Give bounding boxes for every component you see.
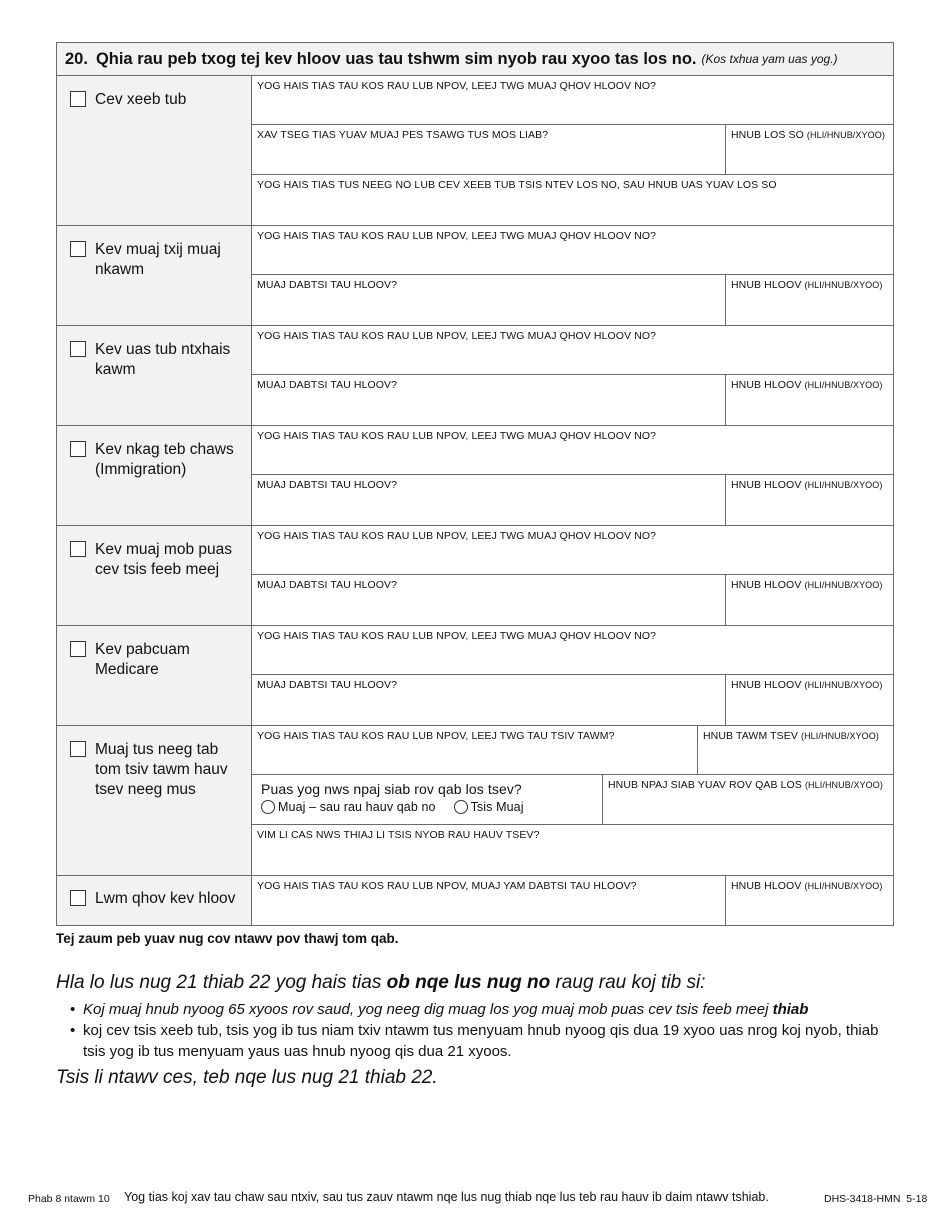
section-moved-out bbox=[57, 726, 893, 876]
other-date-field[interactable] bbox=[725, 876, 893, 925]
return-question-cell bbox=[252, 775, 602, 824]
marriage-what-field[interactable]: MUAJ DABTSI TAU HLOOV? bbox=[257, 279, 398, 291]
question-header bbox=[57, 43, 893, 76]
disability-date-field[interactable] bbox=[725, 575, 893, 625]
footer-form-number: DHS-3418-HMN bbox=[824, 1193, 901, 1205]
return-date-field[interactable] bbox=[602, 775, 893, 824]
proof-note: Tej zaum peb yuav nug cov ntawv pov thawj tom qab. bbox=[56, 931, 399, 946]
student-label: Kev uas tub ntxhais kawm bbox=[95, 341, 231, 378]
medicare-what-field[interactable]: MUAJ DABTSI TAU HLOOV? bbox=[257, 679, 398, 691]
marriage-checkbox[interactable] bbox=[70, 241, 86, 257]
bullet-1: • Koj muaj hnub nyoog 65 xyoos rov saud, yog neeg dig muag los yog muaj mob puas cev tsis feeb meej thiab bbox=[70, 1001, 809, 1018]
footer-form bbox=[824, 1193, 927, 1205]
moved-out-checkbox[interactable] bbox=[70, 741, 86, 757]
section-other bbox=[57, 876, 893, 925]
disability-date-format: (HLI/HNUB/XYOO) bbox=[804, 580, 883, 590]
immigration-who-field[interactable]: YOG HAIS TIAS TAU KOS RAU LUB NPOV, LEEJ TWG MUAJ QHOV HLOOV NO? bbox=[257, 430, 657, 442]
other-date-format: (HLI/HNUB/XYOO) bbox=[804, 881, 883, 891]
return-question: Puas yog nws npaj siab rov qab los tsev? bbox=[261, 781, 522, 797]
disability-date-label: HNUB HLOOV bbox=[731, 579, 802, 591]
return-date-label: HNUB NPAJ SIAB YUAV ROV QAB LOS bbox=[608, 779, 802, 791]
marriage-who-field[interactable]: YOG HAIS TIAS TAU KOS RAU LUB NPOV, LEEJ TWG MUAJ QHOV HLOOV NO? bbox=[257, 230, 657, 242]
other-what-field[interactable]: YOG HAIS TIAS TAU KOS RAU LUB NPOV, MUAJ YAM DABTSI TAU HLOOV? bbox=[257, 880, 637, 892]
return-no-label: Tsis Muaj bbox=[470, 800, 524, 814]
medicare-who-field[interactable]: YOG HAIS TIAS TAU KOS RAU LUB NPOV, LEEJ TWG MUAJ QHOV HLOOV NO? bbox=[257, 630, 657, 642]
immigration-date-field[interactable] bbox=[725, 475, 893, 525]
medicare-date-label: HNUB HLOOV bbox=[731, 679, 802, 691]
immigration-date-label: HNUB HLOOV bbox=[731, 479, 802, 491]
student-what-field[interactable]: MUAJ DABTSI TAU HLOOV? bbox=[257, 379, 398, 391]
moved-out-label: Muaj tus neeg tab tom tsiv tawm hauv tsev neeg mus bbox=[95, 741, 228, 798]
immigration-label: Kev nkag teb chaws (Immigration) bbox=[95, 441, 234, 478]
student-date-format: (HLI/HNUB/XYOO) bbox=[804, 380, 883, 390]
footer-page: Phab 8 ntawm 10 bbox=[28, 1193, 110, 1205]
marriage-label: Kev muaj txij muaj nkawm bbox=[95, 241, 221, 278]
medicare-date-format: (HLI/HNUB/XYOO) bbox=[804, 680, 883, 690]
skip-heading-pre: Hla lo lus nug 21 thiab 22 yog hais tias bbox=[56, 972, 387, 993]
pregnancy-label: Cev xeeb tub bbox=[95, 91, 187, 108]
section-immigration bbox=[57, 426, 893, 526]
section-medicare bbox=[57, 626, 893, 726]
pregnancy-checkbox[interactable] bbox=[70, 91, 86, 107]
student-who-field[interactable]: YOG HAIS TIAS TAU KOS RAU LUB NPOV, LEEJ TWG MUAJ QHOV HLOOV NO? bbox=[257, 330, 657, 342]
move-date-format: (HLI/HNUB/XYOO) bbox=[800, 731, 879, 741]
other-label: Lwm qhov kev hloov bbox=[95, 890, 236, 907]
skip-heading bbox=[56, 972, 705, 994]
marriage-date-field[interactable] bbox=[725, 275, 893, 325]
pregnancy-ended-field[interactable]: YOG HAIS TIAS TUS NEEG NO LUB CEV XEEB TUB TSIS NTEV LOS NO, SAU HNUB UAS YUAV LOS SO bbox=[257, 179, 777, 191]
medicare-checkbox[interactable] bbox=[70, 641, 86, 657]
section-disability bbox=[57, 526, 893, 626]
disability-checkbox[interactable] bbox=[70, 541, 86, 557]
disability-what-field[interactable]: MUAJ DABTSI TAU HLOOV? bbox=[257, 579, 398, 591]
changes-form bbox=[56, 42, 894, 926]
other-date-label: HNUB HLOOV bbox=[731, 880, 802, 892]
bullet-1-text: Koj muaj hnub nyoog 65 xyoos rov saud, yog neeg dig muag los yog muaj mob puas cev tsis feeb meej bbox=[83, 1001, 773, 1018]
section-student bbox=[57, 326, 893, 426]
question-text: Qhia rau peb txog tej kev hloov uas tau tshwm sim nyob rau xyoo tas los no. bbox=[95, 49, 697, 68]
student-checkbox[interactable] bbox=[70, 341, 86, 357]
marriage-date-label: HNUB HLOOV bbox=[731, 279, 802, 291]
move-date-label: HNUB TAWM TSEV bbox=[703, 730, 798, 742]
return-date-format: (HLI/HNUB/XYOO) bbox=[804, 780, 883, 790]
move-date-field[interactable] bbox=[697, 726, 893, 774]
question-note: (Kos txhua yam uas yog.) bbox=[701, 52, 838, 66]
section-pregnancy bbox=[57, 76, 893, 226]
student-date-field[interactable] bbox=[725, 375, 893, 425]
skip-heading-post: raug rau koj tib si: bbox=[550, 972, 706, 993]
moved-who-field[interactable]: YOG HAIS TIAS TAU KOS RAU LUB NPOV, LEEJ TWG TAU TSIV TAWM? bbox=[257, 730, 615, 742]
medicare-date-field[interactable] bbox=[725, 675, 893, 725]
disability-who-field[interactable]: YOG HAIS TIAS TAU KOS RAU LUB NPOV, LEEJ TWG MUAJ QHOV HLOOV NO? bbox=[257, 530, 657, 542]
otherwise-heading: Tsis li ntawv ces, teb nqe lus nug 21 thiab 22. bbox=[56, 1067, 438, 1088]
pregnancy-label-cell bbox=[57, 76, 252, 225]
reason-field[interactable]: VIM LI CAS NWS THIAJ LI TSIS NYOB RAU HAUV TSEV? bbox=[257, 829, 540, 841]
bullet-1-bold: thiab bbox=[772, 1001, 809, 1018]
immigration-date-format: (HLI/HNUB/XYOO) bbox=[804, 480, 883, 490]
marriage-date-format: (HLI/HNUB/XYOO) bbox=[804, 280, 883, 290]
student-date-label: HNUB HLOOV bbox=[731, 379, 802, 391]
bullet-2-text: koj cev tsis xeeb tub, tsis yog ib tus niam txiv ntawm tus menyuam hnub nyoog qis dua 19 xyoo uas nrog koj nyob, thiab tsis yog ib tus menyuam yaus uas hnub nyoog qis dua 21 xyoos. bbox=[83, 1022, 879, 1060]
disability-label: Kev muaj mob puas cev tsis feeb meej bbox=[95, 541, 232, 578]
pregnancy-who-row[interactable] bbox=[252, 76, 893, 125]
pregnancy-who-field[interactable]: YOG HAIS TIAS TAU KOS RAU LUB NPOV, LEEJ TWG MUAJ QHOV HLOOV NO? bbox=[257, 80, 657, 92]
section-marriage bbox=[57, 226, 893, 326]
return-yes-label: Muaj – sau rau hauv qab no bbox=[278, 800, 436, 814]
other-checkbox[interactable] bbox=[70, 890, 86, 906]
return-yes-radio[interactable] bbox=[261, 800, 275, 814]
due-date-label: HNUB LOS SO bbox=[731, 129, 804, 141]
return-no-radio[interactable] bbox=[454, 800, 468, 814]
immigration-what-field[interactable]: MUAJ DABTSI TAU HLOOV? bbox=[257, 479, 398, 491]
footer-center: Yog tias koj xav tau chaw sau ntxiv, sau tus zauv ntawm nqe lus nug thiab nqe lus teb rau hauv ib daim ntawv tshiab. bbox=[124, 1190, 769, 1204]
due-date-field[interactable] bbox=[725, 125, 893, 174]
immigration-checkbox[interactable] bbox=[70, 441, 86, 457]
footer-version: 5-18 bbox=[906, 1193, 928, 1205]
babies-count-field[interactable]: XAV TSEG TIAS YUAV MUAJ PES TSAWG TUS MOS LIAB? bbox=[257, 129, 549, 141]
bullet-2: • koj cev tsis xeeb tub, tsis yog ib tus niam txiv ntawm tus menyuam hnub nyoog qis dua 19 xyoo uas nrog koj nyob, thiab tsis yog ib tus menyuam yaus uas hnub nyoog qis dua 21 xyoos. bbox=[70, 1020, 890, 1062]
skip-heading-bold: ob nqe lus nug no bbox=[386, 972, 551, 993]
question-number: 20. bbox=[65, 49, 88, 68]
medicare-label: Kev pabcuam Medicare bbox=[95, 641, 190, 678]
due-date-format: (HLI/HNUB/XYOO) bbox=[806, 130, 885, 140]
